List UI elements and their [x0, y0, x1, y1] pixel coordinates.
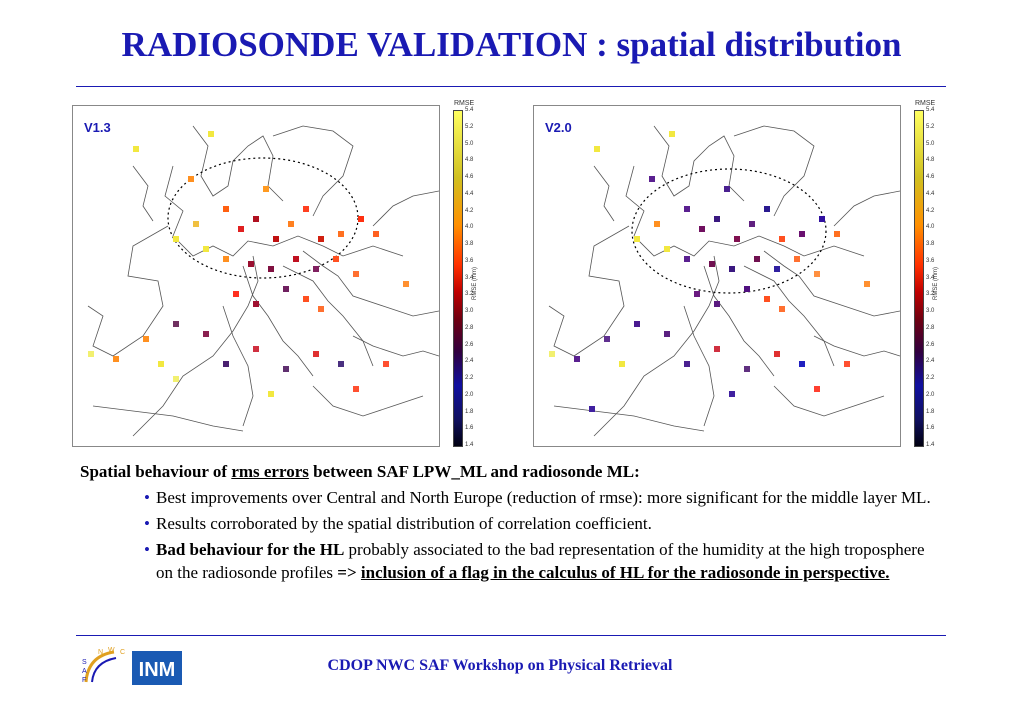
- tick-label: 3.0: [926, 308, 935, 314]
- tick-label: 4.0: [926, 224, 935, 231]
- findings-text: [80, 460, 940, 584]
- panel-label-v20: V2.0: [545, 120, 572, 135]
- tick-label: 4.6: [465, 174, 474, 180]
- tick-label: 2.2: [465, 375, 474, 381]
- tick-label: 3.6: [926, 257, 935, 264]
- map-svg: [73, 106, 439, 446]
- tick-label: 3.4: [465, 274, 474, 281]
- bottom-rule: [76, 635, 946, 636]
- tick-label: 1.6: [926, 425, 935, 432]
- tick-label: 3.2: [926, 291, 935, 298]
- tick-label: 1.8: [465, 408, 474, 415]
- tick-label: 5.0: [926, 140, 935, 147]
- heading-text: between SAF LPW_ML and radiosonde ML:: [308, 462, 640, 481]
- bullet-item: [118, 512, 940, 535]
- tick-label: 5.4: [926, 107, 935, 113]
- svg-text:S: S: [82, 659, 87, 666]
- tick-label: 3.8: [926, 241, 935, 247]
- tick-label: 4.2: [465, 207, 474, 214]
- tick-label: 4.4: [926, 190, 935, 197]
- tick-label: 1.6: [465, 425, 474, 432]
- bullet-item: [118, 538, 940, 584]
- tick-label: 2.6: [926, 341, 935, 348]
- colorbar-title: RMSE: [915, 100, 936, 107]
- inm-logo: [132, 651, 182, 685]
- bullet-dot: •: [144, 540, 150, 559]
- colorbar-axis-label: RMSE (mm): [472, 267, 478, 300]
- top-rule: [76, 86, 946, 87]
- bullet-text: Results corroborated by the spatial distribution of correlation coefficient.: [156, 514, 652, 533]
- tick-label: 4.6: [926, 174, 935, 180]
- tick-label: 2.0: [926, 391, 935, 398]
- station-markers: [88, 131, 409, 397]
- heading-underlined-term: rms errors: [231, 462, 309, 481]
- svg-text:W: W: [108, 647, 115, 654]
- tick-label: 3.6: [465, 257, 474, 264]
- tick-label: 4.2: [926, 207, 935, 214]
- tick-label: 4.8: [926, 157, 935, 164]
- bullet-dot: •: [144, 514, 150, 533]
- tick-label: 5.2: [926, 123, 935, 130]
- bullet-dot: •: [144, 488, 150, 507]
- colorbar-gradient: [453, 110, 463, 447]
- tick-label: 1.8: [926, 408, 935, 415]
- saf-nwc-logo: [80, 646, 130, 688]
- tick-label: 1.4: [926, 442, 935, 448]
- svg-text:A: A: [82, 668, 87, 675]
- tick-label: 3.4: [926, 274, 935, 281]
- europe-map-v20: [533, 105, 901, 447]
- tick-label: 2.4: [926, 358, 935, 365]
- tick-label: 4.4: [465, 190, 474, 197]
- tick-label: 3.8: [465, 241, 474, 247]
- colorbar-gradient: [914, 110, 924, 447]
- map-panel-v20: [531, 100, 971, 450]
- rmse-colorbar-v13: [448, 100, 508, 450]
- tick-label: 5.0: [465, 140, 474, 147]
- tick-label: 2.0: [465, 391, 474, 398]
- tick-label: 5.4: [465, 107, 474, 113]
- colorbar-title: RMSE: [454, 100, 475, 107]
- tick-label: 5.2: [465, 123, 474, 130]
- colorbar-ticks: [926, 107, 956, 448]
- colorbar-ticks: [465, 107, 495, 448]
- bullet-item: [118, 486, 940, 509]
- bullet-underlined-conclusion: inclusion of a flag in the calculus of HL for the radiosonde in perspective.: [360, 563, 890, 582]
- svg-text:INM: INM: [138, 659, 176, 681]
- map-panel-v13: [70, 100, 510, 450]
- tick-label: 2.8: [465, 324, 474, 331]
- rmse-colorbar-v20: [909, 100, 969, 450]
- svg-text:N: N: [98, 649, 104, 656]
- colorbar-axis-label: RMSE (mm): [933, 267, 939, 300]
- bullet-bold-text: Bad behaviour for the HL: [156, 540, 345, 559]
- bullet-text: probably associated to the bad representation of the humidity at the high troposphere on the radiosonde profiles: [156, 540, 925, 582]
- tick-label: 3.2: [465, 291, 474, 298]
- svg-text:C: C: [120, 649, 126, 656]
- tick-label: 2.8: [926, 324, 935, 331]
- panel-label-v13: V1.3: [84, 120, 111, 135]
- tick-label: 2.4: [465, 358, 474, 365]
- tick-label: 4.8: [465, 157, 474, 164]
- bullet-arrow: =>: [337, 563, 357, 582]
- europe-map-v13: [72, 105, 440, 447]
- tick-label: 2.2: [926, 375, 935, 381]
- svg-text:F: F: [82, 677, 87, 684]
- bullet-text: Best improvements over Central and North Europe (reduction of rmse): more significant for the middle layer ML.: [156, 488, 931, 507]
- footer-text: CDOP NWC SAF Workshop on Physical Retrieval: [327, 657, 673, 674]
- tick-label: 1.4: [465, 442, 474, 448]
- map-svg: [534, 106, 900, 446]
- findings-heading: [80, 460, 940, 483]
- tick-label: 3.0: [465, 308, 474, 314]
- tick-label: 4.0: [465, 224, 474, 231]
- tick-label: 2.6: [465, 341, 474, 348]
- heading-text: Spatial behaviour of: [80, 462, 232, 481]
- slide-title: RADIOSONDE VALIDATION : spatial distribution: [121, 25, 902, 64]
